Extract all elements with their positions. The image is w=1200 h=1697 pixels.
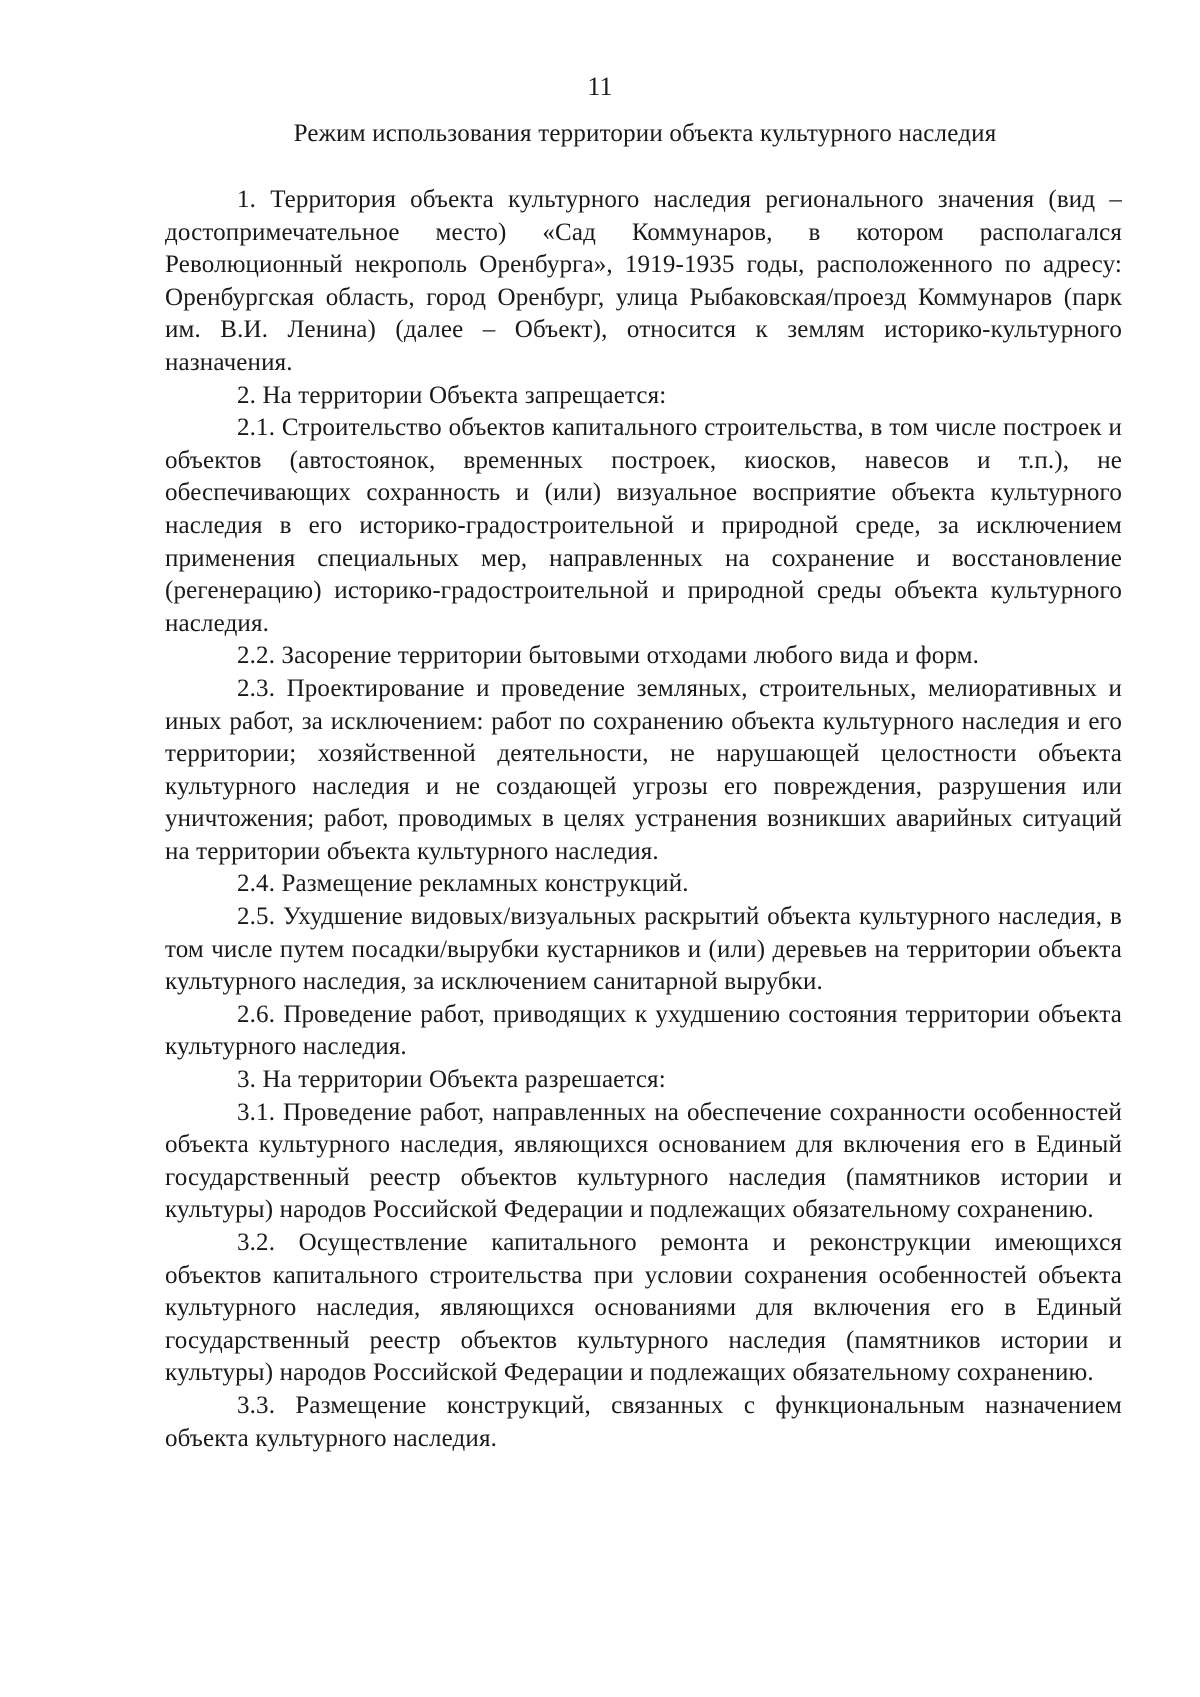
paragraph-2-3: 2.3. Проектирование и проведение земляных, строительных, мелиоративных и иных работ, за исключением: работ по сохранению объекта культурного наследия и его территории; хозяйственной деятельности, не нарушающей целостности объекта культурного наследия и не создающей угрозы его повреждения, разрушения или уничтожения; работ, проводимых в целях устранения возникших аварийных ситуаций на территории объекта культурного наследия. [165, 674, 1122, 865]
paragraph-2-6: 2.6. Проведение работ, приводящих к ухудшению состояния территории объекта культурного наследия. [165, 1000, 1122, 1061]
paragraph-2-4: 2.4. Размещение рекламных конструкций. [237, 870, 689, 898]
document-body [165, 184, 1122, 1455]
paragraph-1: 1. Территория объекта культурного наследия регионального значения (вид – достопримечательное место) «Сад Коммунаров, в котором располагался Революционный некрополь Оренбурга», 1919-1935 годы, расположенного по адресу: Оренбургская область, город Оренбург, улица Рыбаковская/проезд Коммунаров (парк им. В.И. Ленина) (далее – Объект), относится к землям историко-культурного назначения. [165, 186, 1122, 376]
paragraph-3-2: 3.2. Осуществление капитального ремонта и реконструкции имеющихся объектов капитального строительства при условии сохранения особенностей объекта культурного наследия, являющихся основаниями для включения его в Единый государственный реестр объектов культурного наследия (памятников истории и культуры) народов Российской Федерации и подлежащих обязательному сохранению. [165, 1229, 1122, 1387]
paragraph-2: 2. На территории Объекта запрещается: [237, 381, 667, 409]
paragraph-2-5: 2.5. Ухудшение видовых/визуальных раскрытий объекта культурного наследия, в том числе путем посадки/вырубки кустарников и (или) деревьев на территории объекта культурного наследия, за исключением санитарной вырубки. [165, 903, 1122, 996]
paragraph-3-1: 3.1. Проведение работ, направленных на обеспечение сохранности особенностей объекта культурного наследия, являющихся основанием для включения его в Единый государственный реестр объектов культурного наследия (памятников истории и культуры) народов Российской Федерации и подлежащих обязательному сохранению. [165, 1098, 1122, 1224]
paragraph-3-3: 3.3. Размещение конструкций, связанных с функциональным назначением объекта культурного наследия. [165, 1391, 1122, 1452]
paragraph-3: 3. На территории Объекта разрешается: [237, 1066, 666, 1094]
paragraph-2-1: 2.1. Строительство объектов капитального строительства, в том числе построек и объектов (автостоянок, временных построек, киосков, навесов и т.п.), не обеспечивающих сохранность и (или) визуальное восприятие объекта культурного наследия в его историко-градостроительной и природной среде, за исключением применения специальных мер, направленных на сохранение и восстановление (регенерацию) историко-градостроительной и природной среды объекта культурного наследия. [165, 414, 1122, 637]
paragraph-2-2: 2.2. Засорение территории бытовыми отходами любого вида и форм. [237, 642, 979, 670]
page-number: 11 [587, 72, 613, 101]
document-title: Режим использования территории объекта культурного наследия [293, 120, 997, 147]
